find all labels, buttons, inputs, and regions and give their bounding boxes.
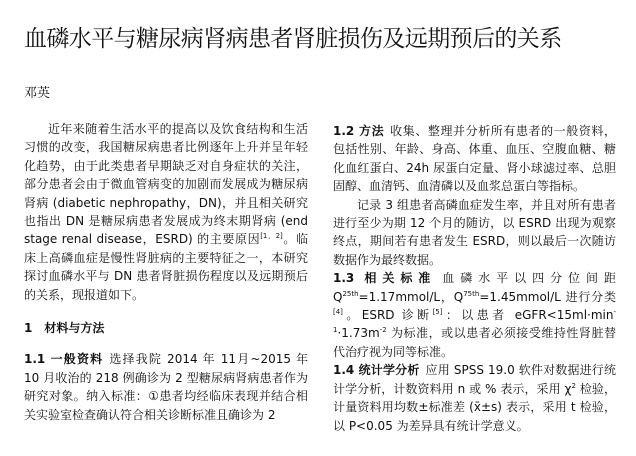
subsection-label: 1.1 一般资料 (24, 352, 104, 367)
superscript: -1 (333, 308, 616, 335)
criteria-text: =1.45mmol/L 进行分类 (479, 289, 616, 304)
intro-text-tail: 。临床上高磷血症是慢性肾脏病的主要特征之一，本研究探讨血磷水平与 DN 患者肾脏损伤程度以及远期预后的关系，现报道如下。 (24, 232, 308, 302)
intro-citation: [1，2] (260, 232, 283, 241)
citation: [5] (432, 308, 443, 317)
criteria-text: =1.17mmol/L，Q (358, 289, 464, 304)
superscript: 25th (342, 289, 359, 298)
subsection-methods (333, 122, 616, 196)
subsection-general-data (24, 350, 308, 424)
criteria-text: 为标准，或以患者必须接受维持性肾脏替代治疗视为同等标准。 (333, 326, 616, 359)
subsection-text: 选择我院 2014 年 11月~2015 年 10 月收治的 218 例确诊为 2 型糖尿病肾病患者作为研究对象。纳入标准：①患者均经临床表现并结合相关实验室检查确认符合相关诊断标准且确诊为 2 (24, 352, 308, 422)
intro-paragraph (24, 120, 308, 304)
right-column (333, 122, 616, 435)
left-column (24, 120, 308, 424)
section-heading-materials-methods: 1 材料与方法 (24, 321, 105, 336)
superscript: -2 (379, 326, 387, 335)
criteria-text: ：以患者 eGFR<15ml·min (442, 308, 614, 323)
subsection-label: 1.3 相关标准 (333, 271, 437, 286)
subsection-text: 收集、整理并分析所有患者的一般资料，包括性别、年龄、身高、体重、血压、空腹血糖、糖化血红蛋白、24h 尿蛋白定量、肾小球滤过率、总胆固醇、血清钙、血清磷以及血浆总蛋白等指标。 (333, 124, 616, 194)
criteria-text: 。ESRD 诊断 (342, 308, 433, 323)
statistics-text: 检验，计量资料用均数±标准差 (x̄±s) 表示，采用 t 检验，以 P<0.05 为差异具有统计学意义。 (333, 381, 616, 433)
statistics-text: 应用 SPSS 19.0 软件对数据进行统计学分析，计数资料用 n 或 % 表示，采用 χ (333, 363, 616, 396)
citation: [4] (333, 308, 343, 317)
paper-title: 血磷水平与糖尿病肾病患者肾脏损伤及远期预后的关系 (24, 26, 562, 52)
subsection-statistics (333, 361, 616, 435)
superscript: 75th (463, 289, 480, 298)
subsection-label: 1.2 方法 (333, 124, 385, 138)
superscript: 2 (571, 381, 576, 390)
criteria-text: 血磷水平以四分位间距 Q (333, 271, 616, 304)
followup-paragraph: 记录 3 组患者高磷血症发生率，并且对所有患者进行至少为期 12 个月的随访，以 ESRD 出现为观察终点，期间若有患者发生 ESRD，则以最后一次随访数据作为最终数据。 (333, 197, 616, 267)
intro-text: 近年来随着生活水平的提高以及饮食结构和生活习惯的改变，我国糖尿病患者比例逐年上升并呈年轻化趋势，由于此类患者早期缺乏对自身症状的关注，部分患者会由于微血管病变的加剧而发展成为糖尿病肾病 (diabetic nephropathy，DN)，并且相关研究也指出 DN 是糖尿病患者发展成为终末期肾病 (end stage renal disease，ESRD) 的主要原因 (24, 122, 308, 247)
subsection-criteria (333, 269, 616, 361)
criteria-text: ·1.73m (337, 326, 380, 341)
author-name: 邓英 (24, 86, 51, 101)
subsection-label: 1.4 统计学分析 (333, 363, 420, 378)
